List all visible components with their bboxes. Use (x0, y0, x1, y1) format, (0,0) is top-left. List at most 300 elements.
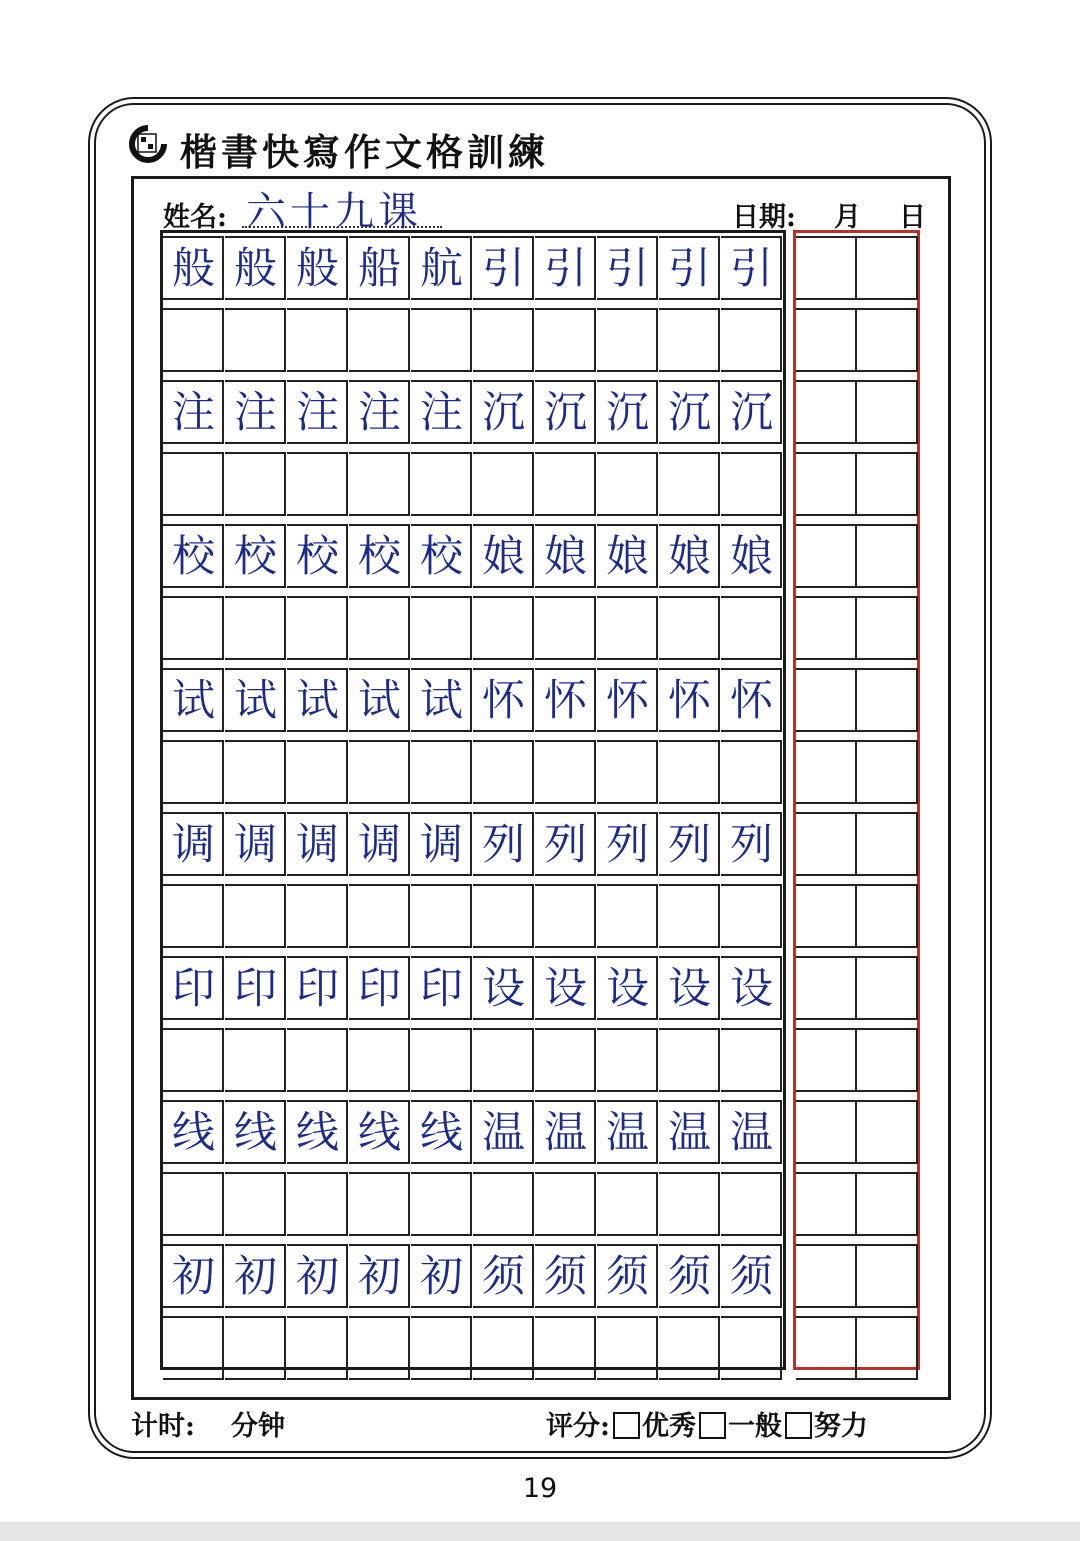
rating-label-average: 一般 (727, 1411, 782, 1442)
grid-cell (473, 1244, 534, 1308)
grid-cell (597, 1244, 658, 1308)
practice-character: 调 (358, 820, 401, 870)
timer-field (131, 1404, 285, 1443)
grid-cell (349, 236, 410, 300)
grid-cell (225, 1028, 286, 1092)
grid-cell (473, 740, 534, 804)
grid-cell (597, 956, 658, 1020)
side-grid-cell (857, 236, 918, 300)
grid-cell (163, 1244, 224, 1308)
date-month: 月 (833, 202, 861, 233)
grid-cell (163, 668, 224, 732)
grid-cell (659, 380, 720, 444)
grid-cell (225, 1316, 286, 1380)
grid-cell (535, 524, 596, 588)
grid-cell (287, 1100, 348, 1164)
practice-character: 线 (234, 1108, 277, 1158)
grid-cell (473, 1316, 534, 1380)
grid-cell (473, 236, 534, 300)
grid-cell (349, 812, 410, 876)
grid-cell (721, 812, 782, 876)
practice-character: 试 (296, 676, 339, 726)
practice-character: 校 (358, 532, 401, 582)
grid-cell (535, 596, 596, 660)
grid-cell (473, 380, 534, 444)
grid-cell (473, 308, 534, 372)
grid-cell (411, 668, 472, 732)
grid-cell (163, 884, 224, 948)
side-grid-cell (857, 308, 918, 372)
practice-character: 校 (420, 532, 463, 582)
sample-row (163, 956, 783, 1020)
practice-character: 沉 (606, 388, 649, 438)
blank-row (163, 740, 783, 804)
grid-cell (411, 740, 472, 804)
grid-cell (163, 524, 224, 588)
practice-character: 引 (482, 244, 525, 294)
side-grid-cell (796, 740, 857, 804)
sample-row (163, 812, 783, 876)
practice-character: 温 (668, 1108, 711, 1158)
grid-cell (473, 668, 534, 732)
grid-cell (225, 596, 286, 660)
grid-cell (535, 452, 596, 516)
grid-cell (721, 1244, 782, 1308)
side-grid-cell (857, 1100, 918, 1164)
side-grid-cell (796, 1028, 857, 1092)
minutes-label: 分钟 (230, 1411, 285, 1442)
grid-cell (411, 380, 472, 444)
grid-cell (163, 956, 224, 1020)
practice-character: 设 (482, 964, 525, 1014)
side-grid-cell (857, 452, 918, 516)
grid-cell (349, 308, 410, 372)
side-grid-cell (857, 1244, 918, 1308)
practice-character: 引 (606, 244, 649, 294)
grid-cell (349, 524, 410, 588)
practice-character: 娘 (606, 532, 649, 582)
grid-cell (163, 1172, 224, 1236)
grid-cell (597, 740, 658, 804)
side-grid-cell (796, 956, 857, 1020)
score-label: 评分: (546, 1411, 610, 1442)
page-number: 19 (522, 1473, 558, 1504)
grid-cell (349, 1172, 410, 1236)
practice-character: 线 (420, 1108, 463, 1158)
grid-cell (721, 956, 782, 1020)
practice-character: 注 (358, 388, 401, 438)
grid-cell (287, 740, 348, 804)
date-field (732, 195, 926, 234)
practice-character: 列 (482, 820, 525, 870)
side-grid-cell (857, 1028, 918, 1092)
grid-cell (597, 668, 658, 732)
practice-character: 设 (668, 964, 711, 1014)
grid-cell (349, 1244, 410, 1308)
grid-cell (163, 380, 224, 444)
grid-cell (349, 884, 410, 948)
grid-cell (225, 524, 286, 588)
practice-character: 调 (234, 820, 277, 870)
grid-cell (535, 1028, 596, 1092)
blank-row (163, 452, 783, 516)
grid-cell (225, 308, 286, 372)
grid-cell (287, 524, 348, 588)
practice-character: 温 (544, 1108, 587, 1158)
grid-cell (163, 596, 224, 660)
grid-cell (225, 236, 286, 300)
grid-cell (721, 380, 782, 444)
grid-cell (349, 1028, 410, 1092)
practice-character: 沉 (668, 388, 711, 438)
practice-character: 校 (234, 532, 277, 582)
side-grid-cell (796, 452, 857, 516)
practice-character: 印 (420, 964, 463, 1014)
side-grid-cell (796, 236, 857, 300)
side-grid-cell (796, 812, 857, 876)
side-grid-cell (857, 884, 918, 948)
side-grid-cell (796, 668, 857, 732)
side-grid-cell (857, 956, 918, 1020)
grid-cell (411, 236, 472, 300)
practice-character: 印 (358, 964, 401, 1014)
grid-cell (535, 1316, 596, 1380)
practice-character: 初 (358, 1252, 401, 1302)
grid-cell (411, 452, 472, 516)
practice-grid (160, 230, 786, 1370)
grid-cell (535, 380, 596, 444)
grid-cell (411, 1028, 472, 1092)
sample-row (163, 1100, 783, 1164)
sample-row (163, 668, 783, 732)
grid-cell (721, 884, 782, 948)
name-value: 六十九课 (246, 189, 422, 235)
practice-character: 注 (296, 388, 339, 438)
grid-cell (287, 1172, 348, 1236)
grid-cell (287, 308, 348, 372)
sample-row (163, 236, 783, 300)
grid-cell (721, 596, 782, 660)
grid-cell (659, 236, 720, 300)
practice-character: 娘 (544, 532, 587, 582)
practice-character: 列 (606, 820, 649, 870)
grid-cell (473, 596, 534, 660)
grid-cell (659, 1172, 720, 1236)
grid-cell (659, 1244, 720, 1308)
practice-character: 怀 (730, 676, 773, 726)
side-grid-cell (857, 1316, 918, 1380)
grid-cell (597, 1172, 658, 1236)
name-underline (242, 226, 442, 228)
grid-cell (597, 524, 658, 588)
grid-cell (225, 1172, 286, 1236)
practice-character: 怀 (482, 676, 525, 726)
sheet-title: 楷書快寫作文格訓練 (180, 130, 549, 174)
grid-cell (287, 956, 348, 1020)
grid-cell (163, 452, 224, 516)
grid-cell (721, 452, 782, 516)
side-grid-cell (857, 1172, 918, 1236)
practice-character: 引 (730, 244, 773, 294)
grid-cell (597, 1028, 658, 1092)
grid-cell (659, 308, 720, 372)
grid-cell (411, 596, 472, 660)
side-grid-cell (796, 596, 857, 660)
practice-character: 须 (730, 1252, 773, 1302)
practice-character: 引 (668, 244, 711, 294)
grid-cell (535, 956, 596, 1020)
grid-cell (349, 668, 410, 732)
side-grid-cell (796, 1244, 857, 1308)
grid-cell (411, 308, 472, 372)
grid-cell (349, 740, 410, 804)
side-grid-cell (857, 596, 918, 660)
grid-cell (721, 1172, 782, 1236)
practice-character: 试 (172, 676, 215, 726)
grid-cell (721, 740, 782, 804)
grid-cell (597, 380, 658, 444)
grid-cell (535, 308, 596, 372)
grid-cell (721, 668, 782, 732)
practice-character: 温 (606, 1108, 649, 1158)
rating-checkbox-effort[interactable] (785, 1412, 812, 1439)
grid-cell (163, 740, 224, 804)
practice-character: 怀 (668, 676, 711, 726)
grid-cell (349, 956, 410, 1020)
practice-character: 须 (606, 1252, 649, 1302)
practice-character: 线 (358, 1108, 401, 1158)
practice-character: 须 (668, 1252, 711, 1302)
rating-label-excellent: 优秀 (641, 1411, 696, 1442)
practice-character: 调 (420, 820, 463, 870)
practice-character: 印 (234, 964, 277, 1014)
rating-checkbox-average[interactable] (699, 1412, 726, 1439)
grid-cell (535, 812, 596, 876)
grid-cell (287, 1316, 348, 1380)
practice-character: 沉 (730, 388, 773, 438)
grid-cell (659, 524, 720, 588)
practice-character: 须 (544, 1252, 587, 1302)
grid-cell (287, 1028, 348, 1092)
grid-cell (597, 812, 658, 876)
grid-cell (287, 236, 348, 300)
grid-cell (163, 236, 224, 300)
blank-row (163, 308, 783, 372)
grid-cell (411, 812, 472, 876)
practice-character: 沉 (482, 388, 525, 438)
grid-cell (473, 1100, 534, 1164)
practice-character: 线 (296, 1108, 339, 1158)
grid-cell (411, 1244, 472, 1308)
grid-cell (721, 1028, 782, 1092)
grid-cell (349, 1316, 410, 1380)
grid-cell (349, 1100, 410, 1164)
practice-character: 初 (296, 1252, 339, 1302)
practice-character: 航 (420, 244, 463, 294)
grid-cell (659, 740, 720, 804)
sample-row (163, 524, 783, 588)
grid-cell (349, 596, 410, 660)
grid-cell (287, 668, 348, 732)
grid-cell (287, 452, 348, 516)
practice-character: 印 (172, 964, 215, 1014)
rating-checkbox-excellent[interactable] (613, 1412, 640, 1439)
grid-cell (535, 668, 596, 732)
practice-character: 列 (668, 820, 711, 870)
grid-cell (473, 1028, 534, 1092)
grid-cell (659, 1316, 720, 1380)
practice-character: 校 (296, 532, 339, 582)
grid-cell (349, 452, 410, 516)
practice-character: 线 (172, 1108, 215, 1158)
grid-cell (411, 884, 472, 948)
grid-cell (225, 884, 286, 948)
practice-character: 设 (544, 964, 587, 1014)
blank-row (163, 884, 783, 948)
grid-cell (597, 1100, 658, 1164)
grid-cell (659, 884, 720, 948)
grid-cell (473, 452, 534, 516)
grid-cell (535, 884, 596, 948)
grid-cell (659, 812, 720, 876)
grid-cell (287, 1244, 348, 1308)
grid-cell (473, 1172, 534, 1236)
practice-character: 温 (482, 1108, 525, 1158)
practice-character: 般 (172, 244, 215, 294)
grid-cell (225, 812, 286, 876)
practice-character: 印 (296, 964, 339, 1014)
grid-cell (473, 524, 534, 588)
practice-character: 设 (606, 964, 649, 1014)
practice-character: 般 (296, 244, 339, 294)
grid-cell (535, 1244, 596, 1308)
grid-cell (473, 956, 534, 1020)
grid-cell (287, 380, 348, 444)
grid-cell (535, 236, 596, 300)
score-field (546, 1404, 868, 1443)
practice-character: 列 (730, 820, 773, 870)
side-grid-cell (857, 380, 918, 444)
practice-character: 试 (234, 676, 277, 726)
grid-cell (597, 884, 658, 948)
grid-cell (411, 956, 472, 1020)
sample-row (163, 380, 783, 444)
blank-row (163, 1028, 783, 1092)
practice-character: 沉 (544, 388, 587, 438)
side-grid-cell (796, 380, 857, 444)
practice-character: 调 (296, 820, 339, 870)
grid-cell (163, 1316, 224, 1380)
grid-cell (535, 1172, 596, 1236)
grid-cell (163, 812, 224, 876)
practice-character: 试 (420, 676, 463, 726)
grid-cell (721, 1100, 782, 1164)
rating-label-effort: 努力 (813, 1411, 868, 1442)
grid-cell (473, 884, 534, 948)
practice-character: 注 (420, 388, 463, 438)
side-grid-cell (857, 668, 918, 732)
blank-row (163, 1172, 783, 1236)
grid-cell (287, 596, 348, 660)
date-day: 日 (898, 202, 926, 233)
grid-cell (473, 812, 534, 876)
grid-cell (659, 1100, 720, 1164)
grid-cell (721, 1316, 782, 1380)
side-grid-cell (857, 812, 918, 876)
grid-cell (721, 308, 782, 372)
blank-row (163, 1316, 783, 1380)
side-grid-cell (796, 884, 857, 948)
grid-cell (411, 1100, 472, 1164)
grid-cell (287, 812, 348, 876)
side-grid-cell (796, 1316, 857, 1380)
grid-cell (597, 308, 658, 372)
grid-cell (287, 884, 348, 948)
practice-character: 怀 (544, 676, 587, 726)
practice-character: 引 (544, 244, 587, 294)
grid-cell (659, 1028, 720, 1092)
grid-cell (659, 596, 720, 660)
practice-character: 注 (234, 388, 277, 438)
practice-character: 娘 (730, 532, 773, 582)
grid-cell (721, 236, 782, 300)
side-grid-cell (796, 1100, 857, 1164)
side-grid-cell (796, 308, 857, 372)
blank-row (163, 596, 783, 660)
grid-cell (597, 236, 658, 300)
grid-cell (225, 452, 286, 516)
brand-logo-icon (128, 124, 168, 164)
grid-cell (659, 668, 720, 732)
practice-character: 温 (730, 1108, 773, 1158)
grid-cell (597, 1316, 658, 1380)
side-practice-grid (793, 230, 920, 1370)
bottom-strip (0, 1522, 1080, 1541)
grid-cell (411, 1316, 472, 1380)
practice-character: 设 (730, 964, 773, 1014)
grid-cell (225, 380, 286, 444)
practice-character: 娘 (482, 532, 525, 582)
grid-cell (411, 1172, 472, 1236)
practice-character: 怀 (606, 676, 649, 726)
practice-character: 般 (234, 244, 277, 294)
practice-character: 调 (172, 820, 215, 870)
date-label: 日期: (732, 202, 796, 233)
grid-cell (659, 956, 720, 1020)
practice-character: 校 (172, 532, 215, 582)
practice-character: 注 (172, 388, 215, 438)
grid-cell (225, 1244, 286, 1308)
side-grid-cell (796, 524, 857, 588)
side-grid-cell (857, 524, 918, 588)
practice-character: 娘 (668, 532, 711, 582)
practice-character: 初 (172, 1252, 215, 1302)
grid-cell (163, 308, 224, 372)
grid-cell (535, 740, 596, 804)
grid-cell (659, 452, 720, 516)
side-grid-cell (857, 740, 918, 804)
grid-cell (225, 740, 286, 804)
grid-cell (163, 1100, 224, 1164)
grid-cell (597, 452, 658, 516)
practice-character: 试 (358, 676, 401, 726)
practice-character: 列 (544, 820, 587, 870)
practice-character: 须 (482, 1252, 525, 1302)
grid-cell (163, 1028, 224, 1092)
grid-cell (349, 380, 410, 444)
timer-label: 计时: (131, 1411, 195, 1442)
name-label: 姓名: (163, 202, 227, 233)
